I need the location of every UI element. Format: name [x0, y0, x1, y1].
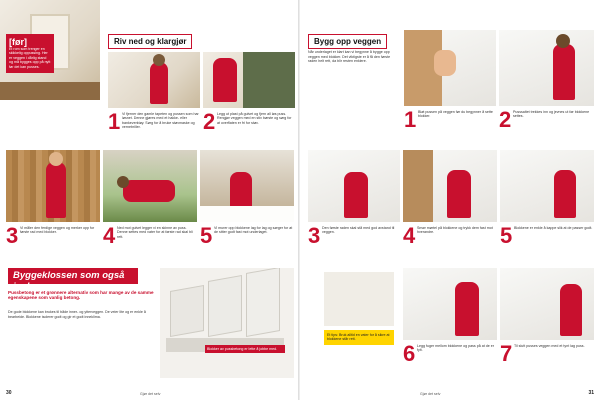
- r-step-text-5: Blokkene er enkle å kappe slik at de passer godt.: [514, 226, 593, 230]
- feature-title: Byggeklossen som også isolerer: [8, 268, 138, 284]
- step-photo-4: [103, 150, 197, 222]
- tip-photo: [324, 272, 394, 326]
- tip-box: Et tips: Bruk alltid en vater for å sikre at blokkene står rett.: [324, 330, 394, 345]
- step-text-2: Legg ut plast på gulvet og fjern all løs puss. Rengjør veggen med en stiv børste og sørg for at overflaten er fri for støv.: [217, 112, 292, 125]
- before-text: Et rom som trenger en skikkelig oppussing. Her er veggen i dårlig stand og må bygges opp på nytt før det kan pusses.: [9, 47, 51, 69]
- feature-lead: Pussbetong er et grønnere alternativ som har mange av de samme egenskapene som vanlig betong.: [8, 290, 154, 301]
- r-step-num-2: 2: [499, 107, 512, 132]
- blocks-caption: Blokker av pussbetong er lette å jobbe med.: [205, 345, 285, 353]
- intro-text: Når underlaget er klart kan vi begynne å bygge opp veggen med blokker. Det viktigste er å få den første raden helt rett, da blir resten enklere.: [308, 50, 391, 64]
- step-photo-3: [6, 150, 100, 222]
- step-text-5: Vi murer opp blokkene lag for lag og sørger for at de sitter godt fast mot underlaget.: [214, 226, 293, 235]
- r-step-text-3: Den første raden skal stå med god avstand til veggen.: [322, 226, 395, 235]
- r-step-num-7: 7: [500, 341, 513, 366]
- step-num-4: 4: [103, 223, 116, 248]
- r-step-text-6: Legg fuger mellom blokkene og pass på at de er fylt.: [417, 344, 494, 353]
- page-number-right: 31: [588, 390, 594, 396]
- step-text-1: Vi fjerner den gamle tapeten og pussen som har løsnet. Denne gjøres med et hakke- eller bankeverktøy. Sørg for å bruke støvmaske og vernebriller.: [122, 112, 199, 130]
- step-photo-5: [200, 150, 294, 222]
- step-text-3: Vi måler den ferdige veggen og merker opp for første rad med blokker.: [20, 226, 95, 235]
- step-photo-2: [203, 52, 295, 108]
- step-num-1: 1: [108, 109, 121, 134]
- step-num-5: 5: [200, 223, 213, 248]
- step-num-3: 3: [6, 223, 19, 248]
- r-step-photo-4: [403, 150, 497, 222]
- r-step-photo-5: [500, 150, 594, 222]
- r-step-text-7: Til slutt pusses veggen med et tynt lag puss.: [514, 344, 585, 348]
- r-step-photo-7: [500, 268, 594, 340]
- step-num-2: 2: [203, 109, 216, 134]
- r-step-photo-2: [499, 30, 594, 106]
- section-title-riv: Riv ned og klargjør: [108, 34, 192, 49]
- r-step-num-3: 3: [308, 223, 321, 248]
- blocks-photo: [160, 268, 294, 378]
- step-photo-1: [108, 52, 200, 108]
- r-step-text-4: Smør mørtel på blokkene og trykk dem fast mot hverandre.: [417, 226, 493, 235]
- r-step-num-1: 1: [404, 107, 417, 132]
- r-step-photo-3: [308, 150, 400, 222]
- r-step-num-4: 4: [403, 223, 416, 248]
- page-number-left: 30: [6, 390, 12, 396]
- r-step-num-5: 5: [500, 223, 513, 248]
- footer-right: Gjør det selv: [420, 392, 441, 396]
- r-step-text-2: Pusssaltet trekkes inn og jevnes ut før blokkene settes.: [513, 110, 590, 119]
- r-step-text-1: Bløt pussen på veggen før du begynner å sette blokker.: [418, 110, 493, 119]
- right-page: [300, 0, 600, 400]
- feature-body: De gode blokkene kan brukes til både inner- og ytterveggen. De veier lite og er enkle å bearbeide. Blokkene isolerer godt og gir et godt inneklima.: [8, 310, 146, 319]
- r-step-photo-1: [404, 30, 496, 106]
- footer-left: Gjør det selv: [140, 392, 161, 396]
- r-step-num-6: 6: [403, 341, 416, 366]
- before-box: [6, 34, 54, 73]
- before-title: [før]: [9, 37, 27, 47]
- step-text-4: Ned mot gulvet legger vi en skinne av puss. Denne settes med vater for at første rad skal bli rett.: [117, 226, 193, 239]
- section-title-bygg: Bygg opp veggen: [308, 34, 387, 49]
- r-step-photo-6: [403, 268, 497, 340]
